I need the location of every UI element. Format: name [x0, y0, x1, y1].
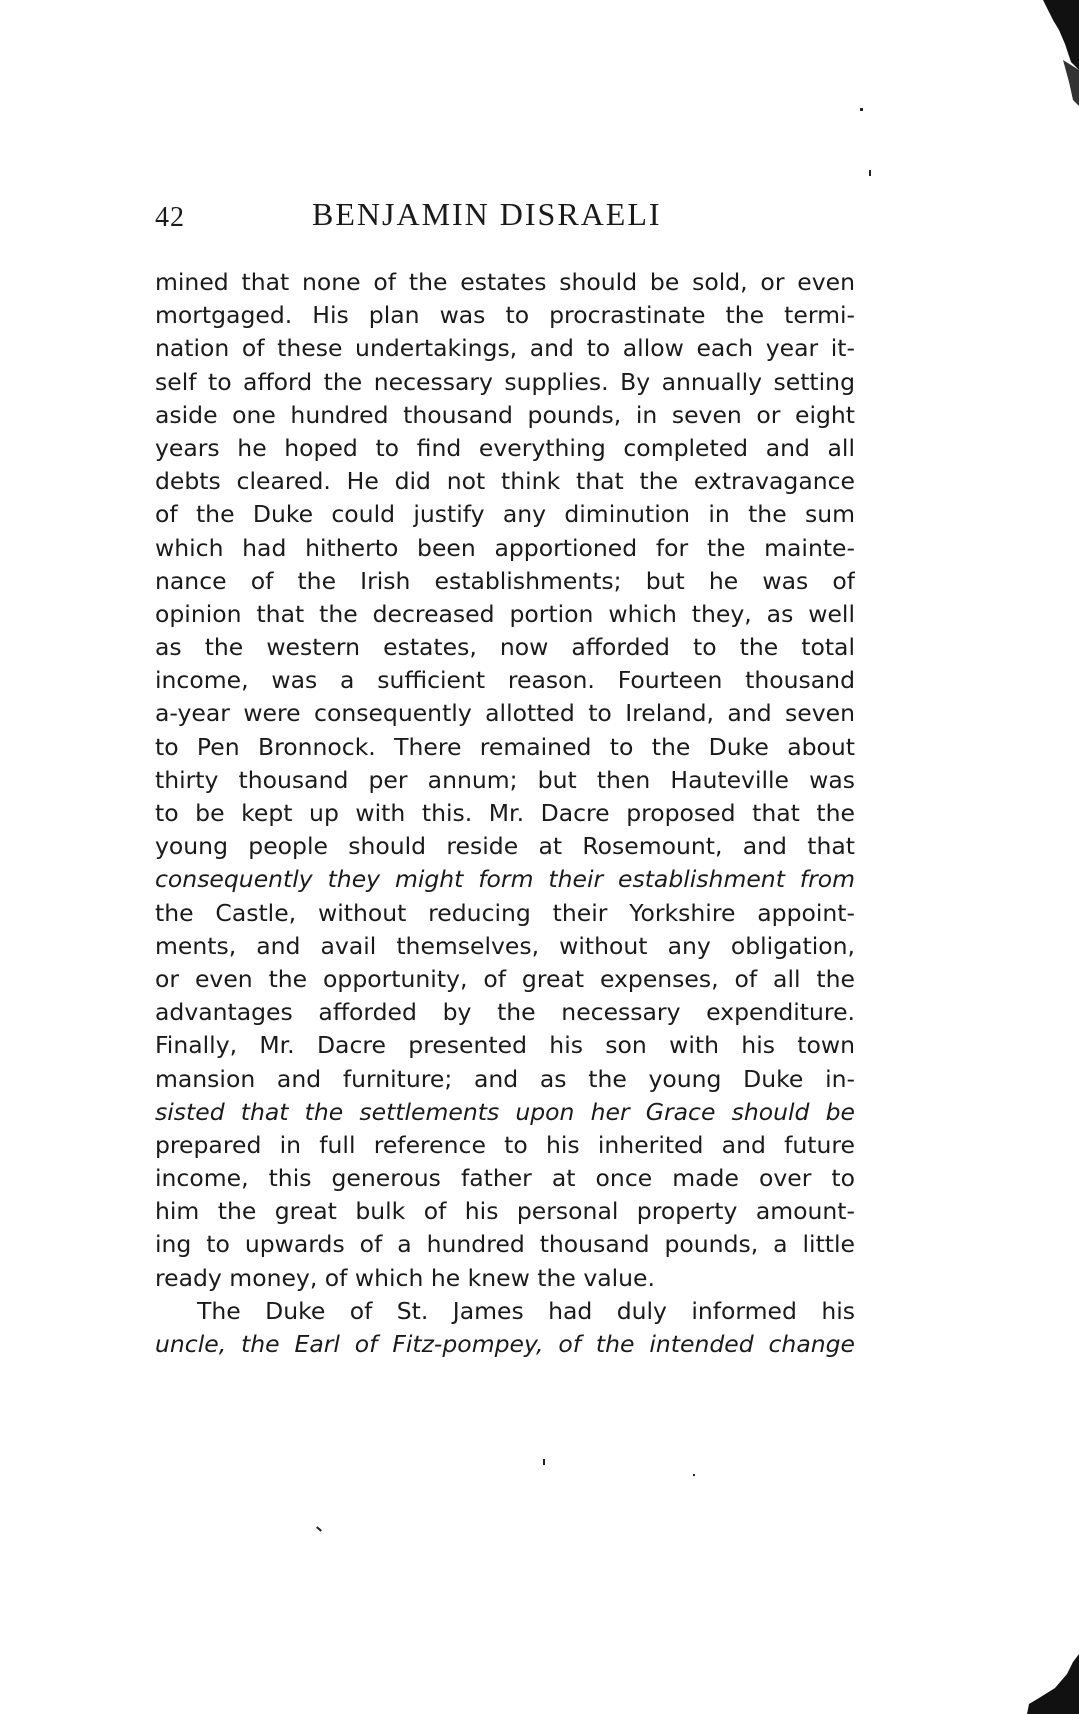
text-line: to Pen Bronnock. There remained to the Duke about: [155, 732, 855, 761]
text-line: mansion and furniture; and as the young Duke in-: [155, 1064, 855, 1093]
text-line: as the western estates, now afforded to the total: [155, 633, 855, 662]
text-line: nance of the Irish establishments; but he was of: [155, 566, 855, 595]
text-line: the Castle, without reducing their Yorkshire appoint-: [155, 898, 855, 927]
text-line: years he hoped to find everything completed and all: [155, 433, 855, 462]
scan-speck: [869, 170, 871, 176]
scan-speck: [543, 1459, 545, 1465]
page-number: 42: [155, 202, 185, 233]
running-head: BENJAMIN DISRAELI: [312, 196, 662, 232]
text-line: sisted that the settlements upon her Grace should be: [155, 1097, 855, 1126]
text-line: consequently they might form their establishment from: [155, 865, 855, 894]
text-line: young people should reside at Rosemount, and that: [155, 832, 855, 861]
text-line: nation of these undertakings, and to allow each year it-: [155, 334, 855, 363]
text-line: prepared in full reference to his inherited and future: [155, 1130, 855, 1159]
text-line: ments, and avail themselves, without any obligation,: [155, 931, 855, 960]
text-line: or even the opportunity, of great expenses, of all the: [155, 964, 855, 993]
page-header: [155, 196, 855, 240]
text-line: Finally, Mr. Dacre presented his son with his town: [155, 1031, 855, 1060]
text-line: ready money, of which he knew the value.: [155, 1263, 655, 1292]
text-line: mortgaged. His plan was to procrastinate the termi-: [155, 301, 855, 330]
text-line: self to afford the necessary supplies. By annually setting: [155, 367, 855, 396]
text-line: to be kept up with this. Mr. Dacre proposed that the: [155, 799, 855, 827]
text-line: mined that none of the estates should be sold, or even: [155, 268, 855, 296]
text-line: a-year were consequently allotted to Ireland, and seven: [155, 699, 855, 728]
text-line: income, this generous father at once made over to: [155, 1164, 855, 1193]
scan-speck: [316, 1526, 322, 1531]
body-text: [155, 266, 855, 1361]
scan-edge-mark-top: [1033, 0, 1079, 110]
text-line: of the Duke could justify any diminution in the sum: [155, 500, 855, 529]
scan-speck: [860, 108, 863, 111]
text-line: advantages afforded by the necessary expenditure.: [155, 998, 855, 1027]
text-line: uncle, the Earl of Fitz-pompey, of the intended change: [155, 1330, 855, 1358]
text-line: debts cleared. He did not think that the extravagance: [155, 467, 855, 496]
scan-edge-mark-bottom: [1027, 1654, 1079, 1714]
text-line: him the great bulk of his personal property amount-: [155, 1197, 855, 1226]
text-line: thirty thousand per annum; but then Hauteville was: [155, 765, 855, 794]
text-line: The Duke of St. James had duly informed his: [197, 1296, 855, 1325]
scan-speck: [693, 1474, 695, 1476]
text-line: which had hitherto been apportioned for the mainte-: [155, 533, 855, 562]
text-line: opinion that the decreased portion which they, as well: [155, 599, 855, 628]
text-line: income, was a sufficient reason. Fourteen thousand: [155, 666, 855, 695]
text-line: ing to upwards of a hundred thousand pounds, a little: [155, 1230, 855, 1259]
text-line: aside one hundred thousand pounds, in seven or eight: [155, 400, 855, 429]
